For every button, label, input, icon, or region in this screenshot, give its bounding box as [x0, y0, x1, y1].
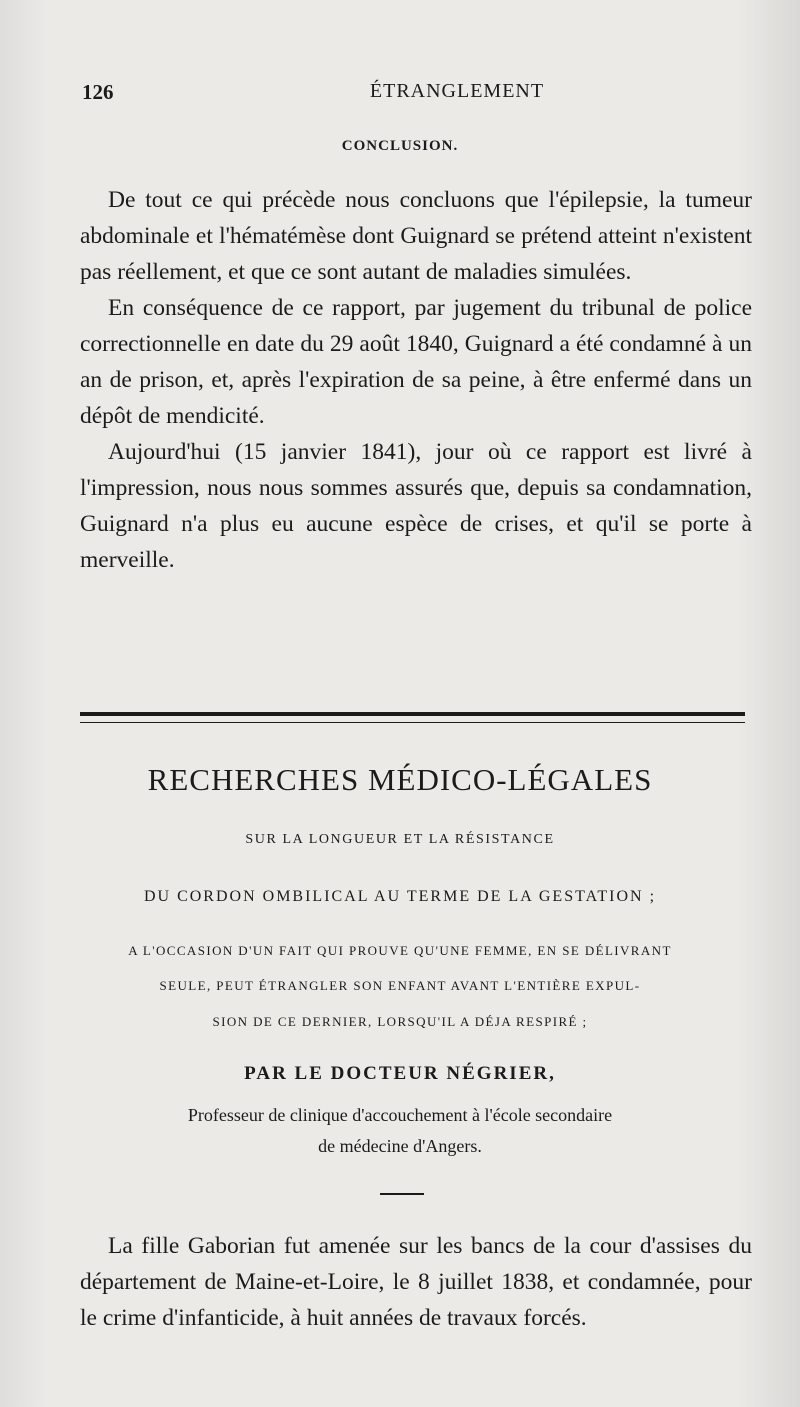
paragraph: La fille Gaborian fut amenée sur les bancs de la cour d'assises du département de Maine-et-Loire, le 8 juillet 1838, et condamnée, pour le crime d'infanticide, à huit années de travaux forcés. [80, 1233, 752, 1331]
article-body [80, 1228, 752, 1336]
paragraph: Aujourd'hui (15 janvier 1841), jour où ce rapport est livré à l'impression, nous nous sommes assurés que, depuis sa condamnation, Guignard n'a plus eu aucune espèce de crises, et qu'il se porte à merveille. [80, 439, 752, 573]
running-title: ÉTRANGLEMENT [369, 80, 545, 102]
paragraph: En conséquence de ce rapport, par jugement du tribunal de police correctionnelle en date du 29 août 1840, Guignard a été condamné à un an de prison, et, après l'expiration de sa peine, à être enfermé dans un dépôt de mendicité. [80, 295, 752, 429]
paragraph: De tout ce qui précède nous concluons que l'épilepsie, la tumeur abdominale et l'hématémèse dont Guignard se prétend atteint n'existent pas réellement, et que ce sont autant de maladies simulées. [80, 187, 752, 285]
page-number: 126 [82, 80, 114, 104]
subtitle-line: SION DE CE DERNIER, LORSQU'IL A DÉJA RESPIRÉ ; [212, 1014, 588, 1029]
article-title: RECHERCHES MÉDICO-LÉGALES [147, 762, 653, 797]
author-affiliation: Professeur de clinique d'accouchement à l'école secondaire [187, 1105, 613, 1125]
subtitle-line: A L'OCCASION D'UN FAIT QUI PROUVE QU'UNE FEMME, EN SE DÉLIVRANT [128, 943, 672, 958]
section-divider [80, 712, 745, 723]
subtitle-line: DU CORDON OMBILICAL AU TERME DE LA GESTATION ; [143, 888, 657, 905]
author-byline: PAR LE DOCTEUR NÉGRIER, [244, 1063, 556, 1084]
subtitle-line: SUR LA LONGUEUR ET LA RÉSISTANCE [245, 832, 555, 847]
short-divider [380, 1193, 424, 1195]
author-affiliation: de médecine d'Angers. [318, 1136, 482, 1156]
running-head [82, 80, 722, 110]
conclusion-text [80, 182, 752, 578]
conclusion-heading: CONCLUSION. [341, 138, 459, 154]
subtitle-line: SEULE, PEUT ÉTRANGLER SON ENFANT AVANT L'ENTIÈRE EXPUL- [159, 978, 641, 993]
